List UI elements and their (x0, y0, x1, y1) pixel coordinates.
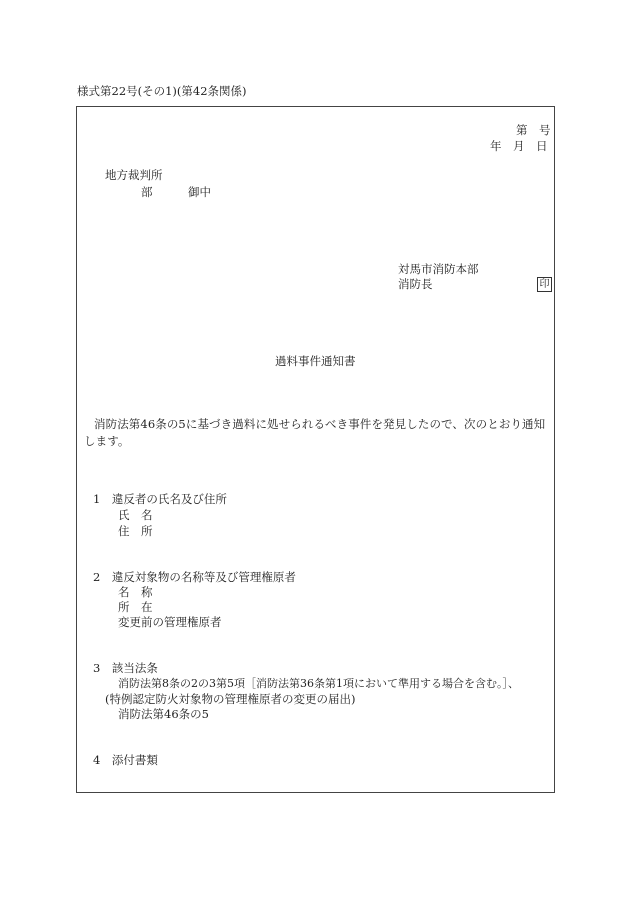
section-3-heading: 3 該当法条 (93, 661, 158, 675)
object-location-label: 所 在 (118, 600, 153, 614)
violator-address-label: 住 所 (118, 524, 153, 538)
legal-article-line-2: (特例認定防火対象物の管理権原者の変更の届出) (105, 692, 356, 706)
legal-article-line-1: 消防法第8条の2の3第5項［消防法第36条第1項において準用する場合を含む。］、 (118, 677, 519, 690)
prev-manager-label: 変更前の管理権原者 (118, 615, 222, 629)
seal-mark: 印 (537, 277, 552, 292)
sender-org: 対馬市消防本部 (398, 262, 479, 276)
document-title: 過料事件通知書 (275, 354, 356, 368)
form-label: 様式第22号(その1)(第42条関係) (77, 84, 247, 98)
section-4-heading: 4 添付書類 (93, 753, 158, 767)
legal-article-line-3: 消防法第46条の5 (118, 707, 209, 721)
object-name-label: 名 称 (118, 585, 153, 599)
honorific-label: 御中 (188, 185, 211, 199)
date-label: 年 月 日 (490, 139, 548, 153)
section-1-heading: 1 違反者の氏名及び住所 (93, 492, 227, 506)
section-2-heading: 2 違反対象物の名称等及び管理権原者 (93, 570, 296, 584)
body-paragraph: 消防法第46条の5に基づき過料に処せられるべき事件を発見したので、次のとおり通知します。 (84, 417, 546, 448)
court-name: 地方裁判所 (105, 168, 163, 182)
sender-title: 消防長 (398, 277, 433, 291)
violator-name-label: 氏 名 (118, 508, 153, 522)
number-label: 第 号 (516, 123, 551, 137)
department-label: 部 (141, 185, 153, 199)
